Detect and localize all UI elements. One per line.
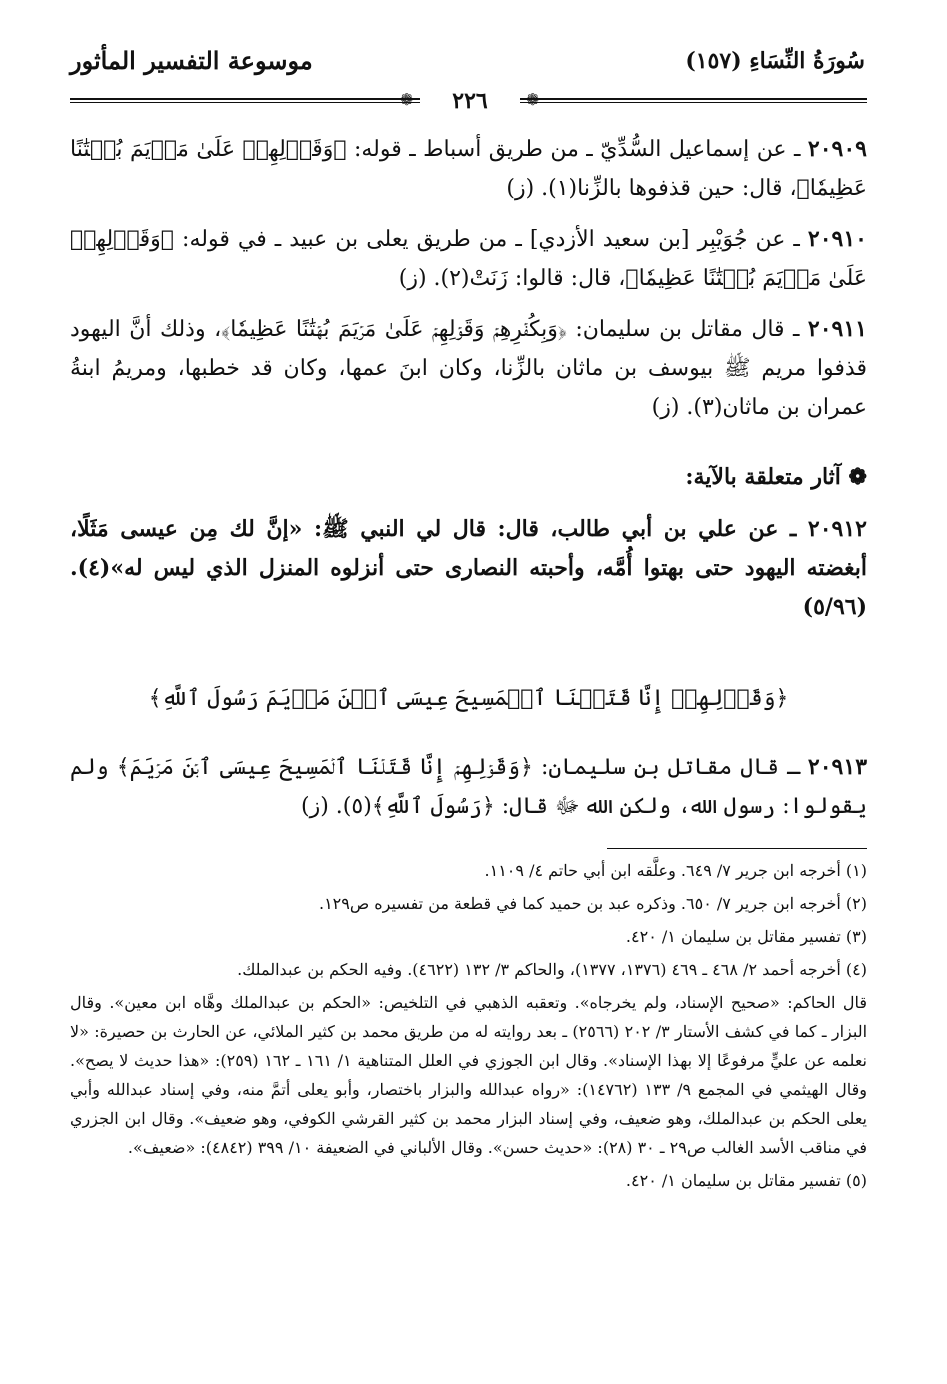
book-title-header: موسوعة التفسير المأثور (70, 46, 313, 75)
narration-number: ٢٠٩١٠ (807, 226, 867, 252)
narration-text: ـ عن علي بن أبي طالب، قال: قال لي النبي ﷺ: «إنَّ لك مِن عيسى مَثَلًا، أبغضته اليهود حتى بهتوا أُمَّه، وأحبته النصارى حتى أنزلوه المنزل الذي ليس له»(٤). (٥/٩٦) (70, 516, 867, 620)
narration-paragraph (70, 130, 867, 208)
commentary-block (70, 130, 867, 439)
ornament-icon: ❁ (526, 90, 540, 109)
narration-number: ٢٠٩١٣ (807, 754, 868, 780)
section-title: ❁ آثار متعلقة بالآية: (685, 464, 867, 490)
narration-paragraph (70, 510, 867, 627)
narration-number: ٢٠٩١١ (807, 316, 867, 342)
surah-header: سُورَةُ النِّسَاءِ (١٥٧) (685, 48, 865, 74)
footnote: (١) أخرجه ابن جرير ٧/ ٦٤٩. وعلَّقه ابن أبي حاتم ٤/ ١١٠٩. (484, 861, 867, 880)
narration-paragraph (70, 310, 867, 427)
footnote: قال الحاكم: «صحيح الإسناد، ولم يخرجاه». وتعقبه الذهبي في التلخيص: «الحكم بن عبدالملك وهَّاه ابن معين». وقال البزار ـ كما في كشف الأستار ٣/ ٢٠٢ (٢٥٦٦) ـ بعد روايته له من طريق محمد بن كثير الملائي، عن الحارث بن حصيرة: «لا نعلمه عن عليٍّ مرفوعًا إلا بهذا الإسناد». وقال ابن الجوزي في العلل المتناهية ١/ ١٦١ ـ ١٦٢ (٢٥٩): «هذا حديث لا يصح». وقال الهيثمي في المجمع ٩/ ١٣٣ (١٤٧٦٢): «رواه عبدالله والبزار باختصار، وأبو يعلى أتمَّ منه، وفي إسناد عبدالله وأبي يعلى الحكم بن عبدالملك، وهو ضعيف، وفي إسناد البزار محمد بن كثير القرشي الكوفي، وهو ضعيف». وقال ابن الجزري في مناقب الأسد الغالب ص٢٩ ـ ٣٠ (٢٨): «حديث حسن». وقال الألباني في الضعيفة ١٠/ ٣٩٩ (٤٨٤٢): «ضعيف». (70, 993, 868, 1157)
page-number: ٢٢٦ (420, 88, 520, 114)
narration-number: ٢٠٩٠٩ (807, 136, 867, 162)
footnote: (٤) أخرجه أحمد ٢/ ٤٦٨ ـ ٤٦٩ (١٣٧٦، ١٣٧٧)، والحاكم ٣/ ١٣٢ (٤٦٢٢). وفيه الحكم بن عبدالملك. (237, 960, 867, 979)
narration-text: ـ قال مقاتل بن سليمان: ﴿وَقَوۡلِهِمۡ إِنَّا قَتَلۡنَا ٱلۡمَسِيحَ عِيسَى ٱبۡنَ مَرۡيَمَ﴾ ولم يقولوا: رسول الله، ولكن الله ﷻ قال: ﴿رَسُولَ ٱللَّهِ﴾(٥). (ز) (70, 755, 867, 819)
narration-paragraph (70, 220, 867, 298)
footnote: (٢) أخرجه ابن جرير ٧/ ٦٥٠. وذكره عبد بن حميد كما في قطعة من تفسيره ص١٢٩. (318, 894, 867, 913)
footnotes (70, 856, 867, 1199)
footnote-rule (607, 848, 867, 849)
ornament-icon: ❁ (400, 90, 414, 109)
footnote: (٥) تفسير مقاتل بن سليمان ١/ ٤٢٠. (625, 1171, 867, 1190)
narration-number: ٢٠٩١٢ (807, 516, 867, 542)
narration-paragraph (70, 748, 867, 826)
narration-text: ـ عن إسماعيل السُّدِّيّ ـ من طريق أسباط ـ قوله: ﴿وَقَوۡلِهِمۡ عَلَىٰ مَرۡيَمَ بُهۡتَٰنًا عَظِيمٗا﴾، قال: حين قذفوها بالزِّنا(١). (ز) (70, 137, 867, 201)
commentary-block (70, 748, 867, 838)
narration-text: ـ قال مقاتل بن سليمان: ﴿وَبِكُفۡرِهِمۡ وَقَوۡلِهِمۡ عَلَىٰ مَرۡيَمَ بُهۡتَٰنًا عَظِيمٗا﴾، وذلك أنَّ اليهود قذفوا مريم ﷺ بيوسف بن ماثان بالزِّنا، وكان ابنَ عمها، وكان قد خطبها، ومريمُ ابنةُ عمران بن ماثان(٣). (ز) (70, 317, 867, 420)
verse-heading: ﴿وَقَوۡلِهِمۡ إِنَّا قَتَلۡنَا ٱلۡمَسِيحَ عِيسَى ٱبۡنَ مَرۡيَمَ رَسُولَ ٱللَّهِ﴾ (148, 686, 789, 711)
narration-text: ـ عن جُوَيْبِر [بن سعيد الأزدي] ـ من طريق يعلى بن عبيد ـ في قوله: ﴿وَقَوۡلِهِمۡ عَلَىٰ مَرۡيَمَ بُهۡتَٰنًا عَظِيمٗا﴾، قال: قالوا: زَنَتْ(٢). (ز) (70, 227, 867, 291)
athar-block (70, 510, 867, 639)
footnote: (٣) تفسير مقاتل بن سليمان ١/ ٤٢٠. (625, 927, 867, 946)
